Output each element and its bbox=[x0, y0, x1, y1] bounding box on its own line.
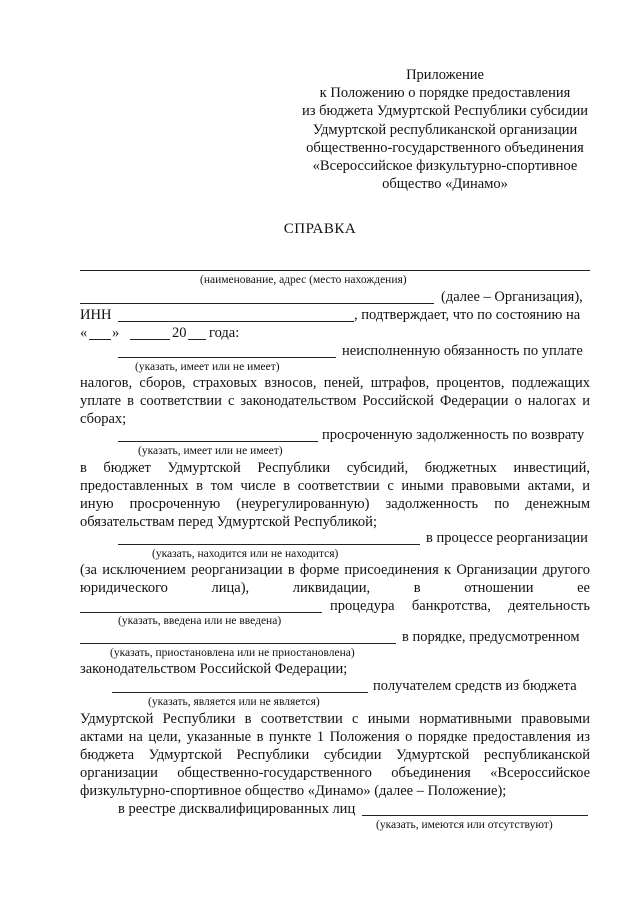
s1-after: неисполненную обязанность по уплате bbox=[342, 343, 583, 359]
date-month-blank bbox=[130, 339, 170, 340]
annex-line: из бюджета Удмуртской Республики субсидии bbox=[302, 103, 588, 120]
s3-blank bbox=[118, 544, 420, 545]
annex-line: общество «Динамо» bbox=[382, 176, 508, 193]
s5-after: получателем средств из бюджета bbox=[373, 678, 577, 694]
s1-line: уплате в соответствии с законодательством Российской Федерации о налогах и bbox=[80, 393, 590, 409]
s1-line: налогов, сборов, страховых взносов, пеней, штрафов, процентов, подлежащих bbox=[80, 375, 590, 391]
s3-after: в процессе реорганизации bbox=[426, 530, 588, 546]
annex-line: «Всероссийское физкультурно-спортивное bbox=[312, 158, 578, 175]
annex-line: Удмуртской республиканской организации bbox=[312, 121, 578, 138]
s5-blank bbox=[112, 692, 368, 693]
s3-line: (за исключением реорганизации в форме присоединения к Организации другого bbox=[80, 562, 590, 578]
s3-caption-2: (указать, введена или не введена) bbox=[118, 615, 282, 627]
s3-caption: (указать, находится или не находится) bbox=[152, 548, 339, 560]
date-day-blank bbox=[89, 339, 111, 340]
date-year-blank bbox=[188, 339, 206, 340]
s5-line: Удмуртской Республики в соответствии с иными нормативными правовыми bbox=[80, 711, 590, 727]
s6-blank bbox=[362, 815, 588, 816]
s4-blank bbox=[80, 643, 396, 644]
org-name-blank-2 bbox=[80, 303, 434, 304]
annex-heading bbox=[290, 66, 600, 193]
s6-before: в реестре дисквалифицированных лиц bbox=[118, 801, 356, 817]
s2-blank bbox=[118, 441, 318, 442]
s5-line: актами на цели, указанные в пункте 1 Положения о порядке предоставления из bbox=[80, 729, 590, 745]
s2-line: в бюджет Удмуртской Республики субсидий, бюджетных инвестиций, bbox=[80, 460, 590, 476]
s1-caption: (указать, имеет или не имеет) bbox=[135, 361, 280, 373]
date-close-quote: » bbox=[112, 325, 120, 341]
s4-after: в порядке, предусмотренном bbox=[402, 629, 580, 645]
s2-line: иную просроченную (неурегулированную) задолженность по денежным bbox=[80, 496, 590, 512]
s5-line: организации общественно-государственного объединения «Всероссийское bbox=[80, 765, 590, 781]
s3-blank-2 bbox=[80, 612, 322, 613]
org-name-caption: (наименование, адрес (место нахождения) bbox=[200, 274, 407, 286]
s5-caption: (указать, является или не является) bbox=[148, 696, 320, 708]
date-suffix: года: bbox=[209, 325, 240, 341]
annex-line: Приложение bbox=[406, 67, 484, 83]
s4-caption: (указать, приостановлена или не приостановлена) bbox=[110, 647, 355, 659]
s3-line: юридического лица), ликвидации, в отношении ее bbox=[80, 580, 590, 596]
org-suffix: (далее – Организация), bbox=[441, 289, 583, 305]
s5-line: физкультурно-спортивное общество «Динамо» (далее – Положение); bbox=[80, 783, 507, 799]
date-year-prefix: 20 bbox=[172, 325, 187, 341]
annex-line: общественно-государственного объединения bbox=[306, 139, 584, 156]
s2-after: просроченную задолженность по возврату bbox=[322, 427, 585, 443]
s2-caption: (указать, имеет или не имеет) bbox=[138, 445, 283, 457]
s1-line: сборах; bbox=[80, 411, 127, 427]
inn-blank bbox=[118, 321, 354, 322]
org-name-blank bbox=[80, 270, 590, 271]
s3-after-2: процедура банкротства, деятельность bbox=[330, 598, 590, 614]
s4-line: законодательством Российской Федерации; bbox=[80, 661, 348, 677]
s6-caption: (указать, имеются или отсутствуют) bbox=[376, 819, 553, 831]
s2-line: обязательствам перед Удмуртской Республикой; bbox=[80, 514, 377, 530]
date-open-quote: « bbox=[80, 325, 88, 341]
s5-line: бюджета Удмуртской Республики субсидии Удмуртской республиканской bbox=[80, 747, 590, 763]
s2-line: предоставленных в том числе в соответствии с иными правовыми актами, и bbox=[80, 478, 590, 494]
inn-label: ИНН bbox=[80, 307, 112, 323]
confirms-text: , подтверждает, что по состоянию на bbox=[354, 307, 581, 323]
document-title: СПРАВКА bbox=[283, 221, 357, 237]
s1-blank bbox=[118, 357, 336, 358]
annex-line: к Положению о порядке предоставления bbox=[319, 85, 571, 102]
